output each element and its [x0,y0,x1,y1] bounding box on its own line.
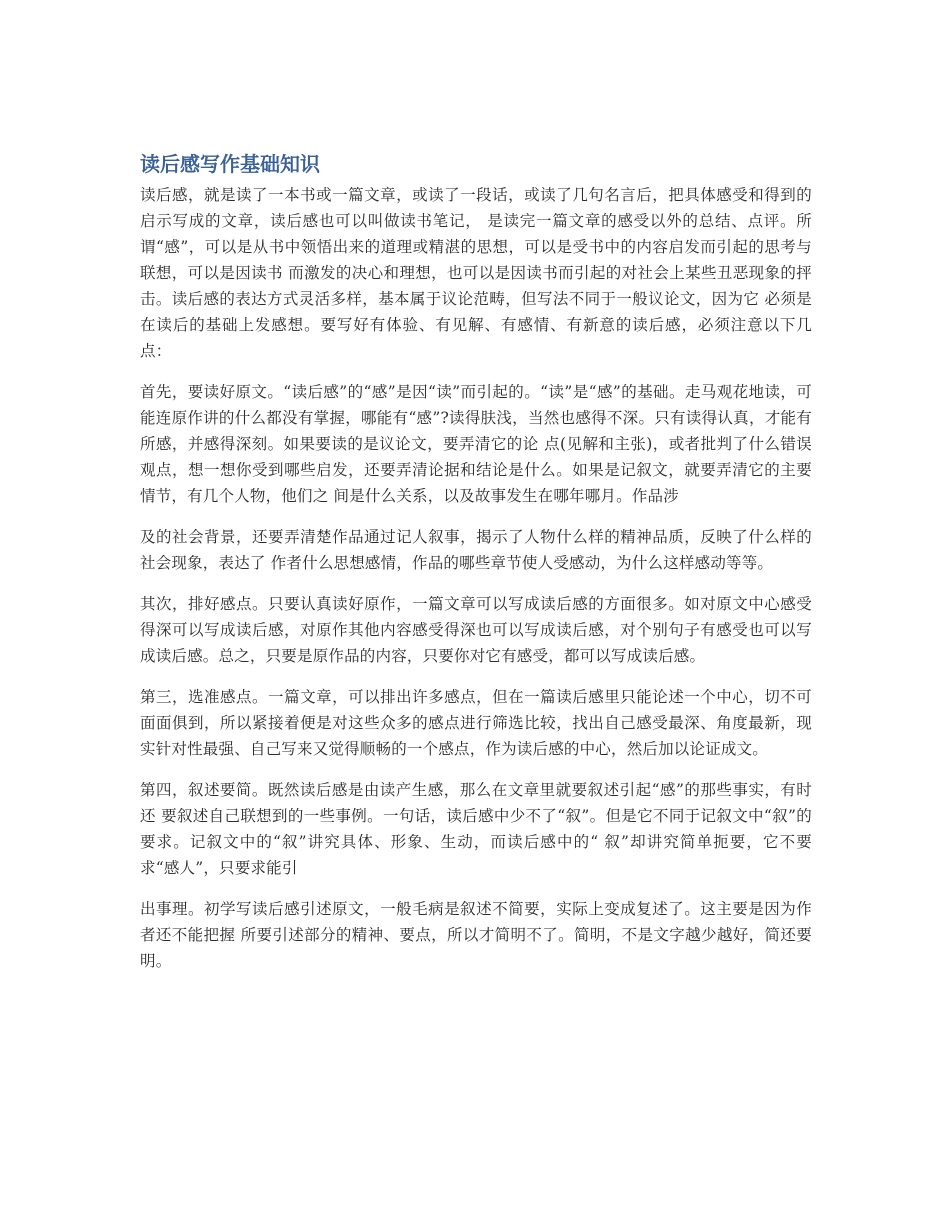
document-page [140,150,812,989]
paragraph-first-point-continued: 及的社会背景，还要弄清楚作品通过记人叙事，揭示了人物什么样的精神品质，反映了什么样的社会现象，表达了 作者什么思想感情，作品的哪些章节使人受感动，为什么这样感动等等。 [140,528,812,572]
paragraph-first-point: 首先，要读好原文。“读后感”的“感”是因“读”而引起的。“读”是“感”的基础。走马观花地读，可能连原作讲的什么都没有掌握，哪能有“感”?读得肤浅，当然也感得不深。只有读得认真，才能有所感，并感得深刻。如果要读的是议论文，要弄清它的论 点(见解和主张)，或者批判了什么错误观点，想一想你受到哪些启发，还要弄清论据和结论是什么。如果是记叙文，就要弄清它的主要情节，有几个人物，他们之 间是什么关系，以及故事发生在哪年哪月。作品涉 [140,383,812,505]
paragraph-intro: 读后感，就是读了一本书或一篇文章，或读了一段话，或读了几句名言后，把具体感受和得到的启示写成的文章，读后感也可以叫做读书笔记， 是读完一篇文章的感受以外的总结、点评。所谓“感”，可以是从书中领悟出来的道理或精湛的思想，可以是受书中的内容启发而引起的思考与联想，可以是因读书 而激发的决心和理想，也可以是因读书而引起的对社会上某些丑恶现象的抨击。读后感的表达方式灵活多样，基本属于议论范畴，但写法不同于一般议论文，因为它 必须是在读后的基础上发感想。要写好有体验、有见解、有感情、有新意的读后感，必须注意以下几点： [140,186,812,360]
document-title: 读后感写作基础知识 [140,152,320,176]
paragraph-third-point: 第三，选准感点。一篇文章，可以排出许多感点，但在一篇读后感里只能论述一个中心，切不可面面俱到，所以紧接着便是对这些众多的感点进行筛选比较，找出自己感受最深、角度最新，现实针对性最强、自己写来又觉得顺畅的一个感点，作为读后感的中心，然后加以论证成文。 [140,688,812,758]
paragraph-fourth-point-continued: 出事理。初学写读后感引述原文，一般毛病是叙述不简要，实际上变成复述了。这主要是因为作者还不能把握 所要引述部分的精神、要点，所以才简明不了。简明，不是文字越少越好，简还要明。 [140,900,812,970]
paragraph-fourth-point: 第四，叙述要简。既然读后感是由读产生感，那么在文章里就要叙述引起“感”的那些事实，有时还 要叙述自己联想到的一些事例。一句话，读后感中少不了“叙”。但是它不同于记叙文中“叙”的要求。记叙文中的“叙”讲究具体、形象、生动，而读后感中的“ 叙”却讲究简单扼要，它不要求“感人”，只要求能引 [140,781,812,877]
paragraph-second-point: 其次，排好感点。只要认真读好原作，一篇文章可以写成读后感的方面很多。如对原文中心感受得深可以写成读后感，对原作其他内容感受得深也可以写成读后感，对个别句子有感受也可以写成读后感。总之，只要是原作品的内容，只要你对它有感受，都可以写成读后感。 [140,595,812,665]
